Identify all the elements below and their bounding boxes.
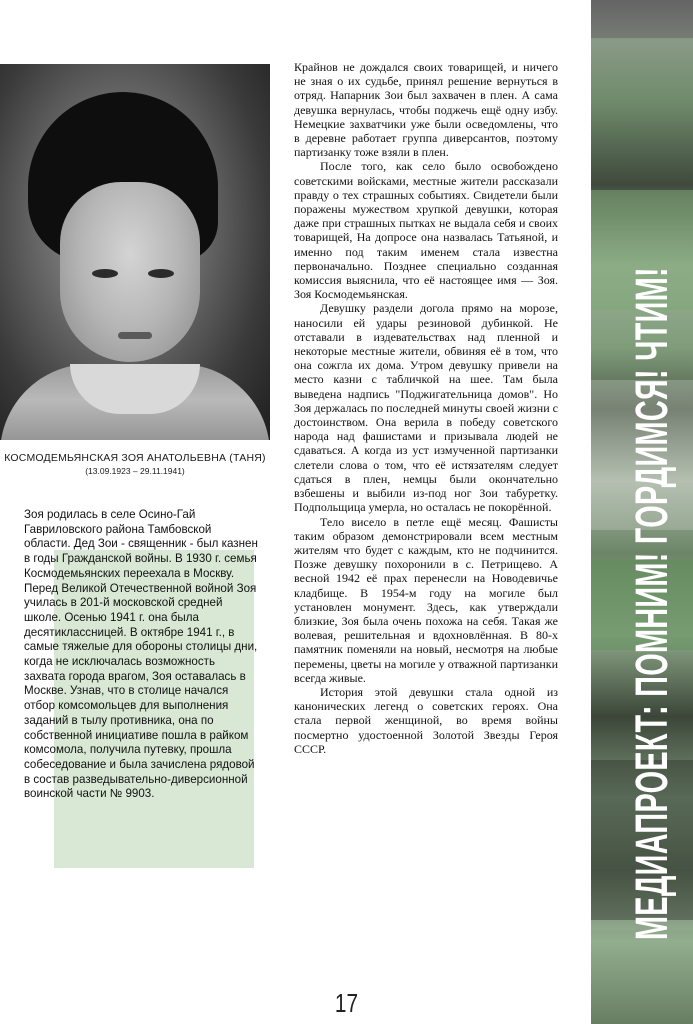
biography-paragraph: Зоя родилась в селе Осино-Гай Гавриловского района Тамбовской области. Дед Зои - священник - был казнен в годы Гражданской войны. В 1930 г. семья Космодемьянских переехала в Москву. Перед Великой Отечественной войной Зоя училась в 201-й московской средней школе. Осенью 1941 г. она была десятиклассницей. В октябре 1941 г., в самые тяжелые для обороны столицы дни, когда не исключалась возможность захвата города врагом, Зоя оставалась в Москве. Узнав, что в столице начался отбор комсомольцев для выполнения заданий в тылу противника, она по собственной инициативе пошла в райком комсомола, получила путевку, прошла собеседование и была зачислена рядовой в состав разведывательно-диверсионной воинской части № 9903. [24, 508, 258, 801]
photo-caption-name: КОСМОДЕМЬЯНСКАЯ ЗОЯ АНАТОЛЬЕВНА (ТАНЯ) [4, 452, 266, 464]
article-paragraph-3: Девушку раздели догола прямо на морозе, наносили ей удары резиновой дубинкой. Не отставали в издевательствах над пленной и некоторые местные жители, обвиняя её в том, что она сожгла их дома. Утром девушку привели на место казни с табличкой на шее. Там была выведена надпись "Поджигательница домов". Но Зоя держалась по последней минуты своей жизни с достоинством. Она верила в победу советского народа над фашистами и призывала людей не сдаваться. А когда из уст измученной партизанки слетели слова о том, что её истязателям следует сдаться в плен, немцы были окончательно взбешены и выбили из-под ног Зои табуретку. Подпольщица умерла, но осталась не покорённой. [294, 301, 558, 515]
banner-title-text: МЕДИАПРОЕКТ: ПОМНИМ! ГОРДИМСЯ! ЧТИМ! [626, 267, 677, 940]
biography-text [24, 508, 258, 802]
article-column [294, 60, 558, 756]
banner-photo-strip [591, 930, 693, 1024]
banner-photo-strip [591, 0, 693, 38]
banner-title [626, 60, 678, 940]
article-paragraph-1: Крайнов не дождался своих товарищей, и ничего не зная о их судьбе, принял решение вернуться в отряд. Напарник Зои был захвачен в плен. А сама девушка вернулась, чтобы поджечь ещё одну избу. Немецкие захватчики уже были осведомлены, что в деревне работает группа диверсантов, поэтому партизанку тоже взяли в плен. [294, 60, 558, 160]
portrait-photo [0, 64, 270, 440]
portrait-eye-right [148, 269, 174, 278]
portrait-mouth [118, 332, 152, 339]
portrait-eye-left [92, 269, 118, 278]
page-number: 17 [334, 988, 359, 1018]
article-paragraph-4: Тело висело в петле ещё месяц. Фашисты таким образом демонстрировали всем местным жителям что будет с каждым, кто не подчинится. Позже девушку похоронили в с. Петрищево. А весной 1942 её прах перенесли на Новодевичье кладбище. В 1954-м году на могиле был установлен монумент. Здесь, как утверждали близкие, Зоя была очень похожа на себя. Такая же волевая, решительная и вдохновлённая. В 80-х памятник поменяли на новый, несмотря на любые перемены, цветы на могиле у отважной партизанки всегда живые. [294, 514, 558, 685]
article-paragraph-2: После того, как село было освобождено советскими войсками, местные жители рассказали правду о тех страшных событиях. Свидетели были поражены мужеством хрупкой девушки, которая даже при страшных пытках не выдала себя и своих товарищей, На допросе она назвалась Татьяной, и именно под таким именем стала известна первоначально. Позднее специально созданная комиссия выяснила, что её настоящее имя — Зоя. Зоя Космодемьянская. [294, 159, 558, 302]
photo-caption-dates: (13.09.1923 – 29.11.1941) [85, 466, 185, 476]
article-paragraph-5: История этой девушки стала одной из канонических легенд о советских героях. Она стала первой женщиной, во время войны посмертно удостоенной Золотой Звезды Героя СССР. [294, 684, 558, 756]
